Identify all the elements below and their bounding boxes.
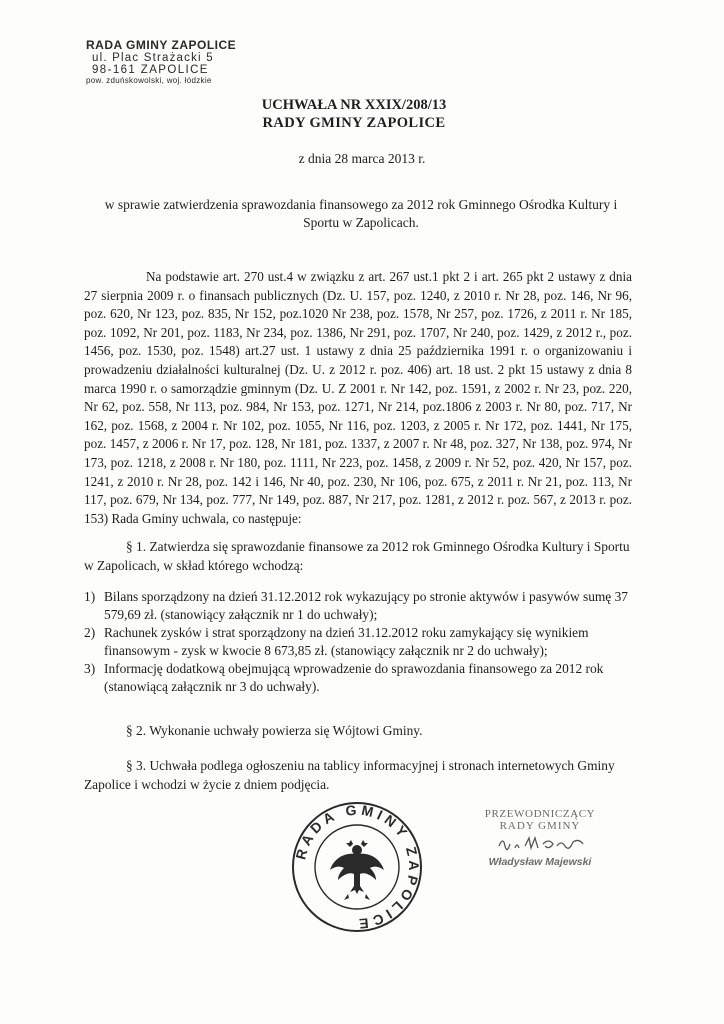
signature-name: Władysław Majewski [488, 856, 592, 868]
section-1 [84, 538, 632, 575]
signature-body: RADY GMINY [499, 820, 581, 832]
stamp-line-name: RADA GMINY ZAPOLICE [86, 38, 237, 52]
eagle-emblem-icon [330, 840, 384, 900]
section-1-mark: § 1. [126, 539, 147, 554]
section-1-text: Zatwierdza się sprawozdanie finansowe za 2012 rok Gminnego Ośrodka Kultury i Sportu w Zapolicach, w skład którego wchodzą: [84, 539, 630, 573]
section-3-mark: § 3. [126, 758, 147, 773]
list-item-number: 3) [84, 661, 96, 676]
resolution-number: UCHWAŁA NR XXIX/208/13 [261, 97, 447, 113]
list-item-number: 1) [84, 589, 96, 604]
stamp-line-postcode: 98-161 ZAPOLICE [92, 64, 209, 76]
legal-basis-paragraph: Na podstawie art. 270 ust.4 w związku z art. 267 ust.1 pkt 2 i art. 265 pkt 2 ustawy z dnia 27 sierpnia 2009 r. o finansach publicznych (Dz. U. 157, poz. 1240, z 2010 r. Nr 28, poz. 146, Nr 96, poz. 620, Nr 123, poz. 835, Nr 152, poz.1020 Nr 238, poz. 1578, Nr 257, poz. 1726, z 2011 r. Nr 185, poz. 1092, Nr 201, poz. 1183, Nr 234, poz. 1386, Nr 291, poz. 1707, Nr 240, poz. 1429, z 2012 r., poz. 1456, poz. 1530, poz. 1548) art.27 ust. 1 ustawy z dnia 25 października 1991 r. o organizowaniu i prowadzeniu działalności kulturalnej (Dz. U. z 2012 r. poz. 406) art. 18 ust. 2 pkt 15 ustawy z dnia 8 marca 1990 r. o samorządzie gminnym (Dz. U. Z 2001 r. Nr 142, poz. 1591, z 2002 r. Nr 23, poz. 220, Nr 62, poz. 558, Nr 113, poz. 984, Nr 153, poz. 1271, Nr 214, poz.1806 z 2003 r. Nr 80, poz. 717, Nr 162, poz. 1568, z 2004 r. Nr 102, poz. 1055, Nr 116, poz. 1203, z 2005 r. Nr 172, poz. 1441, Nr 175, poz. 1457, z 2006 r. Nr 17, poz. 128, Nr 181, poz. 1337, z 2007 r. Nr 48, poz. 327, Nr 138, poz. 974, Nr 173, poz. 1218, z 2008 r. Nr 180, poz. 1111, Nr 223, poz. 1458, z 2009 r. Nr 52, poz. 420, Nr 157, poz. 1241, z 2010 r. Nr 28, poz. 142 i 146, Nr 40, poz. 230, Nr 106, poz. 675, z 2011 r. Nr 21, poz. 113, Nr 117, poz. 679, Nr 134, poz. 777, Nr 149, poz. 887, Nr 217, poz. 1281, z 2012 r. poz. 567, z 2013 r. poz. 153) Rada Gminy uchwala, co następuje: [84, 269, 632, 526]
signature-role: PRZEWODNICZĄCY [484, 808, 596, 820]
attachments-list [84, 588, 632, 696]
section-3-text: Uchwała podlega ogłoszeniu na tablicy informacyjnej i stronach internetowych Gminy Zapolice i wchodzi w życie z dniem podjęcia. [84, 758, 615, 792]
list-item-text: Bilans sporządzony na dzień 31.12.2012 rok wykazujący po stronie aktywów i pasywów sumę 37 579,69 zł. (stanowiący załącznik nr 1 do uchwały); [104, 589, 628, 622]
stamp-line-street: ul. Plac Strażacki 5 [92, 52, 214, 64]
list-item-text: Rachunek zysków i strat sporządzony na dzień 31.12.2012 roku zamykający się wynikiem finansowym - zysk w kwocie 8 673,85 zł. (stanowiący załącznik nr 2 do uchwały); [104, 625, 589, 658]
section-2-mark: § 2. [126, 723, 147, 738]
section-2 [84, 722, 632, 741]
list-item [84, 588, 632, 624]
resolution-date: z dnia 28 marca 2013 r. [298, 151, 426, 166]
handwritten-signature [495, 832, 595, 856]
stamp-line-district: pow. zduńskowolski, woj. łódzkie [86, 76, 212, 85]
list-item [84, 660, 632, 696]
resolution-body: RADY GMINY ZAPOLICE [262, 115, 446, 131]
section-3 [84, 757, 632, 794]
list-item [84, 624, 632, 660]
issuer-stamp [86, 38, 236, 85]
list-item-number: 2) [84, 625, 96, 640]
resolution-subject: w sprawie zatwierdzenia sprawozdania finansowego za 2012 rok Gminnego Ośrodka Kultury i Sportu w Zapolicach. [104, 197, 618, 230]
official-seal [290, 800, 424, 934]
seal-text: RADA GMINY ZAPOLICE [292, 801, 423, 933]
section-2-text: Wykonanie uchwały powierza się Wójtowi Gminy. [149, 723, 423, 738]
list-item-text: Informację dodatkową obejmującą wprowadzenie do sprawozdania finansowego za 2012 rok (stanowiącą załącznik nr 3 do uchwały). [104, 661, 604, 694]
